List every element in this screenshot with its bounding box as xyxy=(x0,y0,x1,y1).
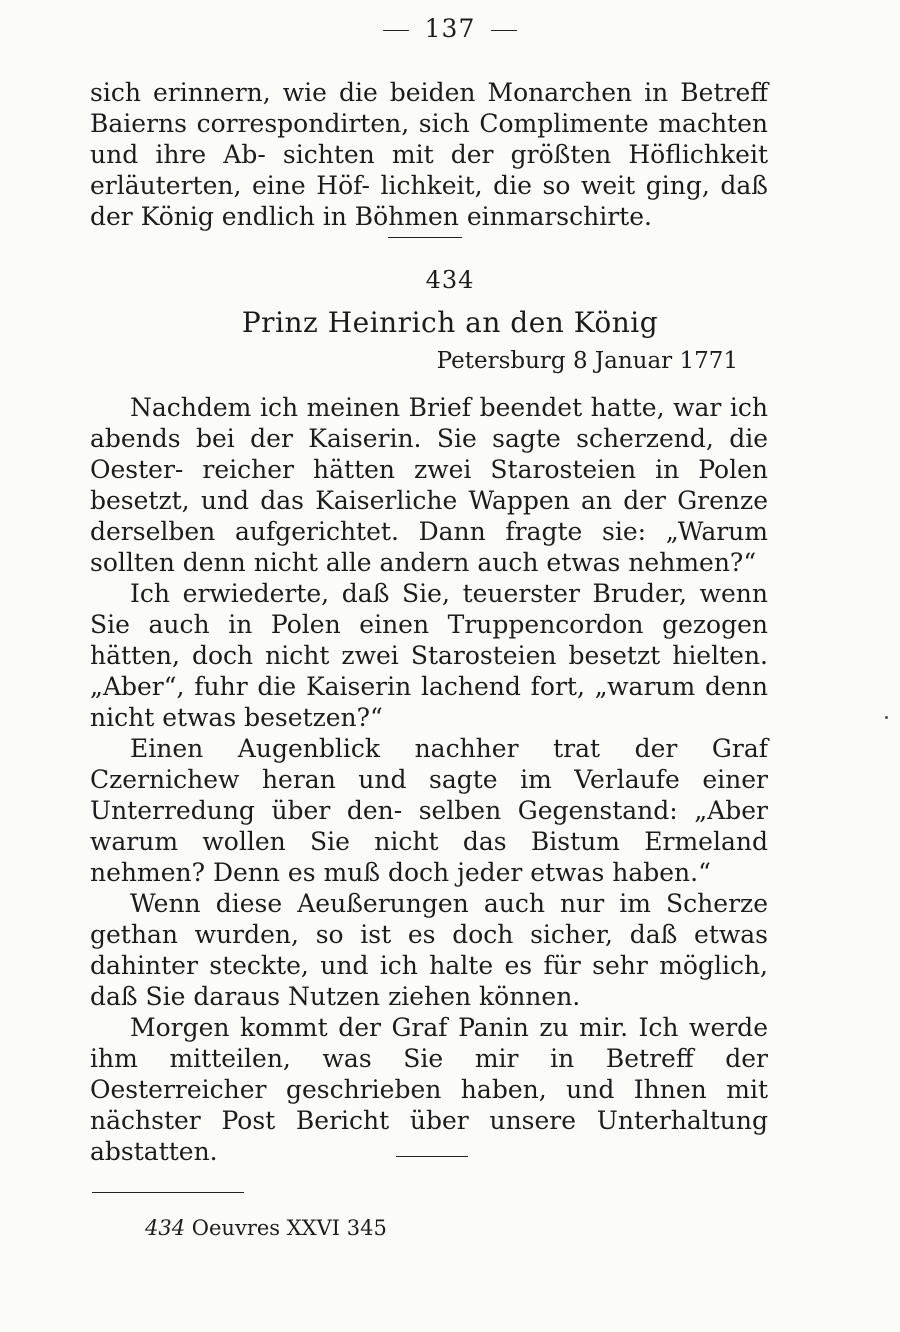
footnote-number: 434 xyxy=(145,1216,186,1240)
footnote-reference: Oeuvres XXVI 345 xyxy=(191,1216,387,1240)
footnote-rule xyxy=(92,1192,244,1193)
letter-body xyxy=(90,392,768,1167)
letter-paragraph: Wenn diese Aeußerungen auch nur im Scherze gethan wurden, so ist es doch sicher, daß etwas dahinter steckte, und ich halte es für sehr möglich, daß Sie daraus Nutzen ziehen können. xyxy=(90,889,768,1011)
section-divider xyxy=(388,237,462,238)
letter-paragraph: Einen Augenblick nachher trat der Graf Czernichew heran und sagte im Verlaufe einer Unterredung über den- selben Gegenstand: „Aber warum wollen Sie nicht das Bistum Ermeland nehmen? Denn es muß doch jeder etwas haben.“ xyxy=(90,734,768,887)
letter-title: Prinz Heinrich an den König xyxy=(241,306,659,339)
continuation-paragraph: sich erinnern, wie die beiden Monarchen in Betreff Baierns correspondirten, sich Complimente machten und ihre Ab- sichten mit der größten Höflichkeit erläuterten, eine Höf- lichkeit, die so weit ging, daß der König endlich in Böhmen einmarschirte. xyxy=(90,78,768,231)
letter-paragraph: Morgen kommt der Graf Panin zu mir. Ich werde ihm mitteilen, was Sie mir in Betreff der Oesterreicher geschrieben haben, und Ihnen mit nächster Post Bericht über unsere Unterhaltung abstatten. xyxy=(90,1013,768,1166)
header-dash-right xyxy=(491,30,517,31)
letter-paragraph: Ich erwiederte, daß Sie, teuerster Bruder, wenn Sie auch in Polen einen Truppencordon gezogen hätten, doch nicht zwei Starosteien besetzt hielten. „Aber“, fuhr die Kaiserin lachend fort, „warum denn nicht etwas besetzen?“ xyxy=(90,579,768,732)
letter-dateline: Petersburg 8 Januar 1771 xyxy=(436,348,738,374)
footnote xyxy=(145,1216,387,1240)
page-number: 137 xyxy=(424,14,476,43)
print-speck xyxy=(885,716,888,719)
header-dash-left xyxy=(383,30,409,31)
end-divider xyxy=(396,1156,468,1157)
letter-number: 434 xyxy=(425,266,475,294)
page-header xyxy=(0,14,900,43)
letter-paragraph: Nachdem ich meinen Brief beendet hatte, war ich abends bei der Kaiserin. Sie sagte scherzend, die Oester- reicher hätten zwei Starosteien in Polen besetzt, und das Kaiserliche Wappen an der Grenze derselben aufgerichtet. Dann fragte sie: „Warum sollten denn nicht alle andern auch etwas nehmen?“ xyxy=(90,393,768,577)
